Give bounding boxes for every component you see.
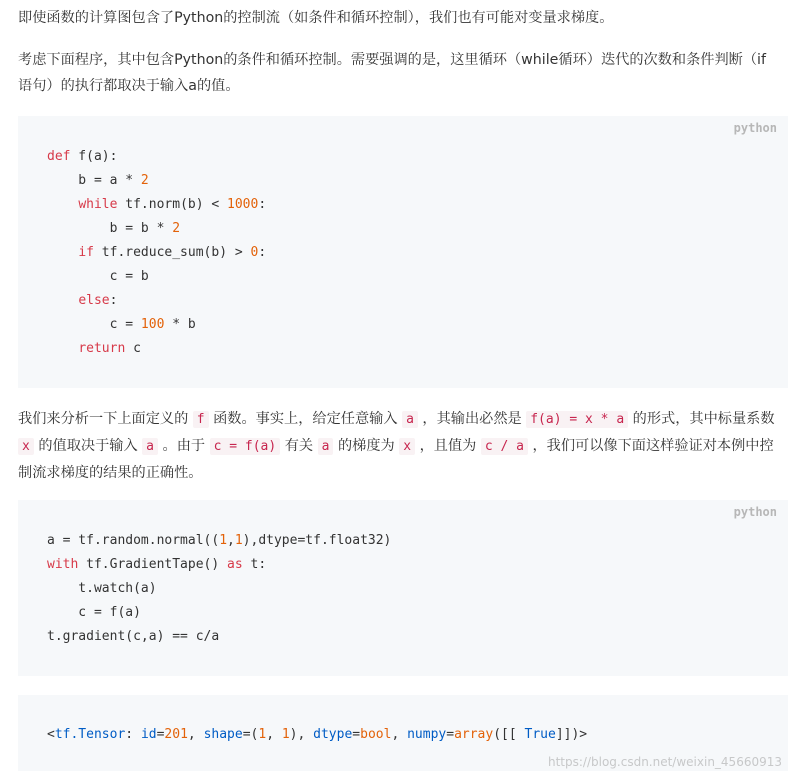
paragraph-text: ，其输出必然是 xyxy=(417,411,527,427)
code-number: array xyxy=(454,727,494,742)
code-line xyxy=(47,625,391,649)
code-text: t: xyxy=(242,557,267,572)
code-line xyxy=(47,193,266,217)
code-text: t.gradient(c,a) == c/a xyxy=(47,629,220,644)
code-text: ]])> xyxy=(555,727,588,742)
code-number: 0 xyxy=(250,245,259,260)
paragraph-text: 我们来分析一下上面定义的 xyxy=(18,411,193,427)
code-number: 1 xyxy=(219,533,228,548)
code-text: ), xyxy=(289,727,314,742)
code-line xyxy=(47,529,391,553)
code-name: shape xyxy=(203,727,243,742)
code-name: True xyxy=(524,727,556,742)
code-text: tf.reduce_sum(b) > xyxy=(93,245,251,260)
code-language-label: python xyxy=(733,121,777,135)
code-text: : xyxy=(258,197,267,212)
code-keyword: return xyxy=(78,341,126,356)
code-number: 1 xyxy=(281,727,290,742)
code-number: 1000 xyxy=(227,197,259,212)
code-text: f(a): xyxy=(70,149,118,164)
inline-code: x xyxy=(399,438,415,455)
code-text: : xyxy=(109,293,118,308)
inline-code: f(a) = x * a xyxy=(526,411,628,428)
code-text: , xyxy=(227,533,235,548)
intro-paragraph: 即使函数的计算图包含了Python的控制流（如条件和循环控制），我们也有可能对变量求梯度。 xyxy=(18,10,614,26)
code-line xyxy=(47,169,266,193)
code-text: a = tf.random.normal(( xyxy=(47,533,220,548)
code-text: c = xyxy=(47,317,141,332)
code-text: , xyxy=(266,727,282,742)
code-text: < xyxy=(47,727,55,742)
code-keyword: as xyxy=(227,557,243,572)
code-output xyxy=(47,723,587,747)
code-text: = xyxy=(352,727,361,742)
code-content xyxy=(47,529,391,649)
code-number: 100 xyxy=(140,317,165,332)
code-text xyxy=(47,341,78,356)
paragraph-text: 函数。事实上，给定任意输入 xyxy=(208,411,403,427)
code-number: 201 xyxy=(164,727,188,742)
inline-code: f xyxy=(193,411,209,428)
code-text: c = f(a) xyxy=(47,605,141,620)
analysis-paragraph xyxy=(18,406,780,486)
paragraph-text: ，我们可以像下面这样验证对本例中控制流求梯度的结果的正确性。 xyxy=(18,438,774,481)
inline-code: c = f(a) xyxy=(210,438,281,455)
inline-code: c / a xyxy=(481,438,528,455)
code-content xyxy=(47,145,266,361)
code-text: c = b xyxy=(47,269,149,284)
code-text: * b xyxy=(164,317,196,332)
code-text: t.watch(a) xyxy=(47,581,157,596)
paragraph-text: 有关 xyxy=(280,438,318,454)
code-block-function xyxy=(18,116,788,388)
code-line xyxy=(47,241,266,265)
code-text: tf.GradientTape() xyxy=(78,557,228,572)
inline-code: x xyxy=(18,438,34,455)
code-line xyxy=(47,313,266,337)
code-text: : xyxy=(258,245,267,260)
paragraph-text: 的梯度为 xyxy=(333,438,400,454)
code-line xyxy=(47,601,391,625)
paragraph-text: 。由于 xyxy=(158,438,210,454)
code-text: = xyxy=(446,727,455,742)
program-description-paragraph: 考虑下面程序，其中包含Python的条件和循环控制。需要强调的是，这里循环（while循环）迭代的次数和条件判断（if语句）的执行都取决于输入a的值。 xyxy=(18,52,766,94)
code-line xyxy=(47,723,587,747)
code-number: 2 xyxy=(172,221,181,236)
code-number: 1 xyxy=(258,727,267,742)
code-name: dtype xyxy=(313,727,353,742)
code-line xyxy=(47,553,391,577)
code-name: tf.Tensor xyxy=(54,727,126,742)
code-keyword: def xyxy=(47,149,71,164)
code-text: : xyxy=(125,727,141,742)
code-text: =( xyxy=(242,727,259,742)
code-text: = xyxy=(156,727,165,742)
code-language-label: python xyxy=(733,505,777,519)
code-text: b = b * xyxy=(47,221,173,236)
code-number: 2 xyxy=(140,173,149,188)
code-block-output xyxy=(18,695,788,771)
code-text: c xyxy=(125,341,141,356)
watermark: https://blog.csdn.net/weixin_45660913 xyxy=(547,755,782,769)
code-text: ),dtype=tf.float32) xyxy=(242,533,392,548)
code-line xyxy=(47,337,266,361)
code-text: , xyxy=(391,727,408,742)
code-keyword: while xyxy=(78,197,118,212)
paragraph-text: 的值取决于输入 xyxy=(33,438,143,454)
inline-code: a xyxy=(318,438,334,455)
inline-code: a xyxy=(142,438,158,455)
code-number: bool xyxy=(360,727,392,742)
code-keyword: if xyxy=(78,245,94,260)
code-name: numpy xyxy=(407,727,447,742)
paragraph-text: 的形式，其中标量系数 xyxy=(628,411,775,427)
code-name: id xyxy=(140,727,157,742)
code-text xyxy=(47,197,78,212)
code-line xyxy=(47,217,266,241)
code-text: ([[ xyxy=(493,727,525,742)
code-line xyxy=(47,145,266,169)
code-text: , xyxy=(187,727,204,742)
code-text xyxy=(47,293,78,308)
code-text: b = a * xyxy=(47,173,141,188)
code-number: 1 xyxy=(234,533,243,548)
code-keyword: with xyxy=(47,557,79,572)
code-line xyxy=(47,265,266,289)
code-line xyxy=(47,289,266,313)
code-line xyxy=(47,577,391,601)
code-text: tf.norm(b) < xyxy=(117,197,228,212)
code-keyword: else xyxy=(78,293,110,308)
code-block-gradient xyxy=(18,500,788,676)
paragraph-text: ，且值为 xyxy=(415,438,481,454)
inline-code: a xyxy=(402,411,418,428)
code-text xyxy=(47,245,78,260)
